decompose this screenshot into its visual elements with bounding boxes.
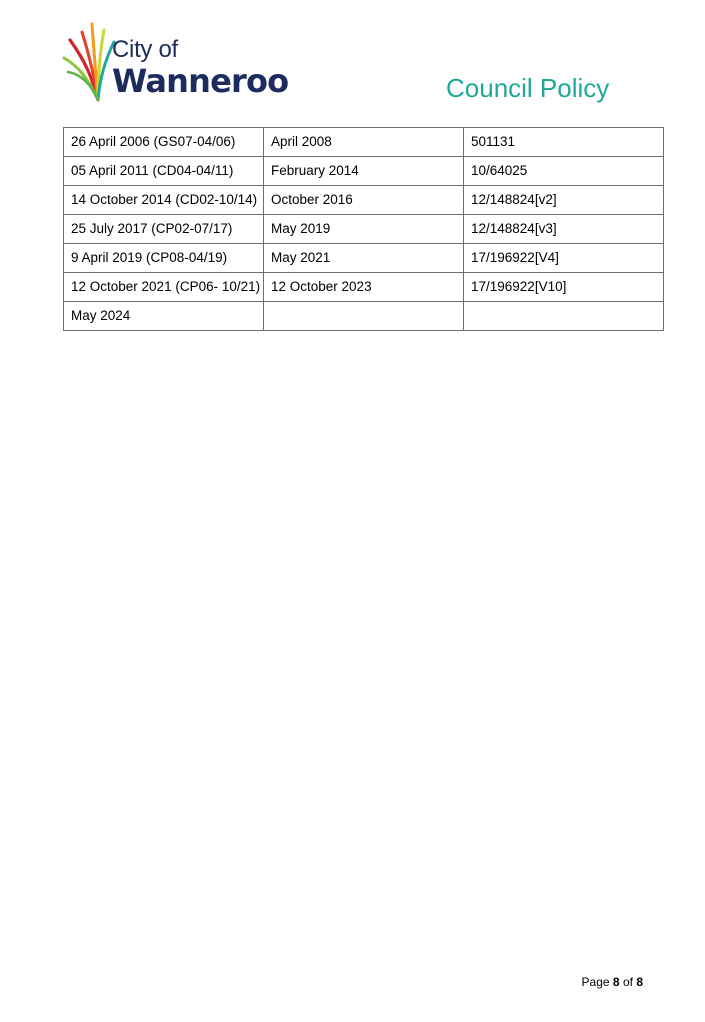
table-row — [64, 273, 664, 302]
table-cell: May 2021 — [264, 244, 464, 273]
table-cell: May 2024 — [64, 302, 264, 331]
table-cell: 12 October 2021 (CP06- 10/21) — [64, 273, 264, 302]
logo-text-city-of: City of — [112, 36, 178, 63]
table-row — [64, 302, 664, 331]
table-row — [64, 244, 664, 273]
page-prefix: Page — [581, 975, 610, 989]
table-cell: 12 October 2023 — [264, 273, 464, 302]
table-cell: 14 October 2014 (CD02-10/14) — [64, 186, 264, 215]
table-cell: 10/64025 — [464, 157, 664, 186]
page-total: 8 — [636, 975, 643, 989]
table-cell — [264, 302, 464, 331]
logo-text-wanneroo: Wanneroo — [112, 62, 289, 100]
table-cell: 9 April 2019 (CP08-04/19) — [64, 244, 264, 273]
table-cell: 17/196922[V10] — [464, 273, 664, 302]
table-cell — [464, 302, 664, 331]
table-cell: February 2014 — [264, 157, 464, 186]
table-row — [64, 186, 664, 215]
table-cell: April 2008 — [264, 128, 464, 157]
table-cell: 17/196922[V4] — [464, 244, 664, 273]
page-number — [582, 976, 643, 988]
document-title: Council Policy — [446, 73, 610, 103]
table-cell: May 2019 — [264, 215, 464, 244]
table-cell: 12/148824[v3] — [464, 215, 664, 244]
page-of: of — [622, 975, 633, 989]
table-cell: October 2016 — [264, 186, 464, 215]
table-cell: 12/148824[v2] — [464, 186, 664, 215]
table-row — [64, 128, 664, 157]
table-cell: 05 April 2011 (CD04-04/11) — [64, 157, 264, 186]
table-cell: 501131 — [464, 128, 664, 157]
city-of-wanneroo-logo — [62, 18, 294, 102]
page-current: 8 — [612, 975, 620, 989]
table-row — [64, 157, 664, 186]
table-cell: 26 April 2006 (GS07-04/06) — [64, 128, 264, 157]
policy-history-table — [63, 127, 664, 331]
table-row — [64, 215, 664, 244]
table-cell: 25 July 2017 (CP02-07/17) — [64, 215, 264, 244]
